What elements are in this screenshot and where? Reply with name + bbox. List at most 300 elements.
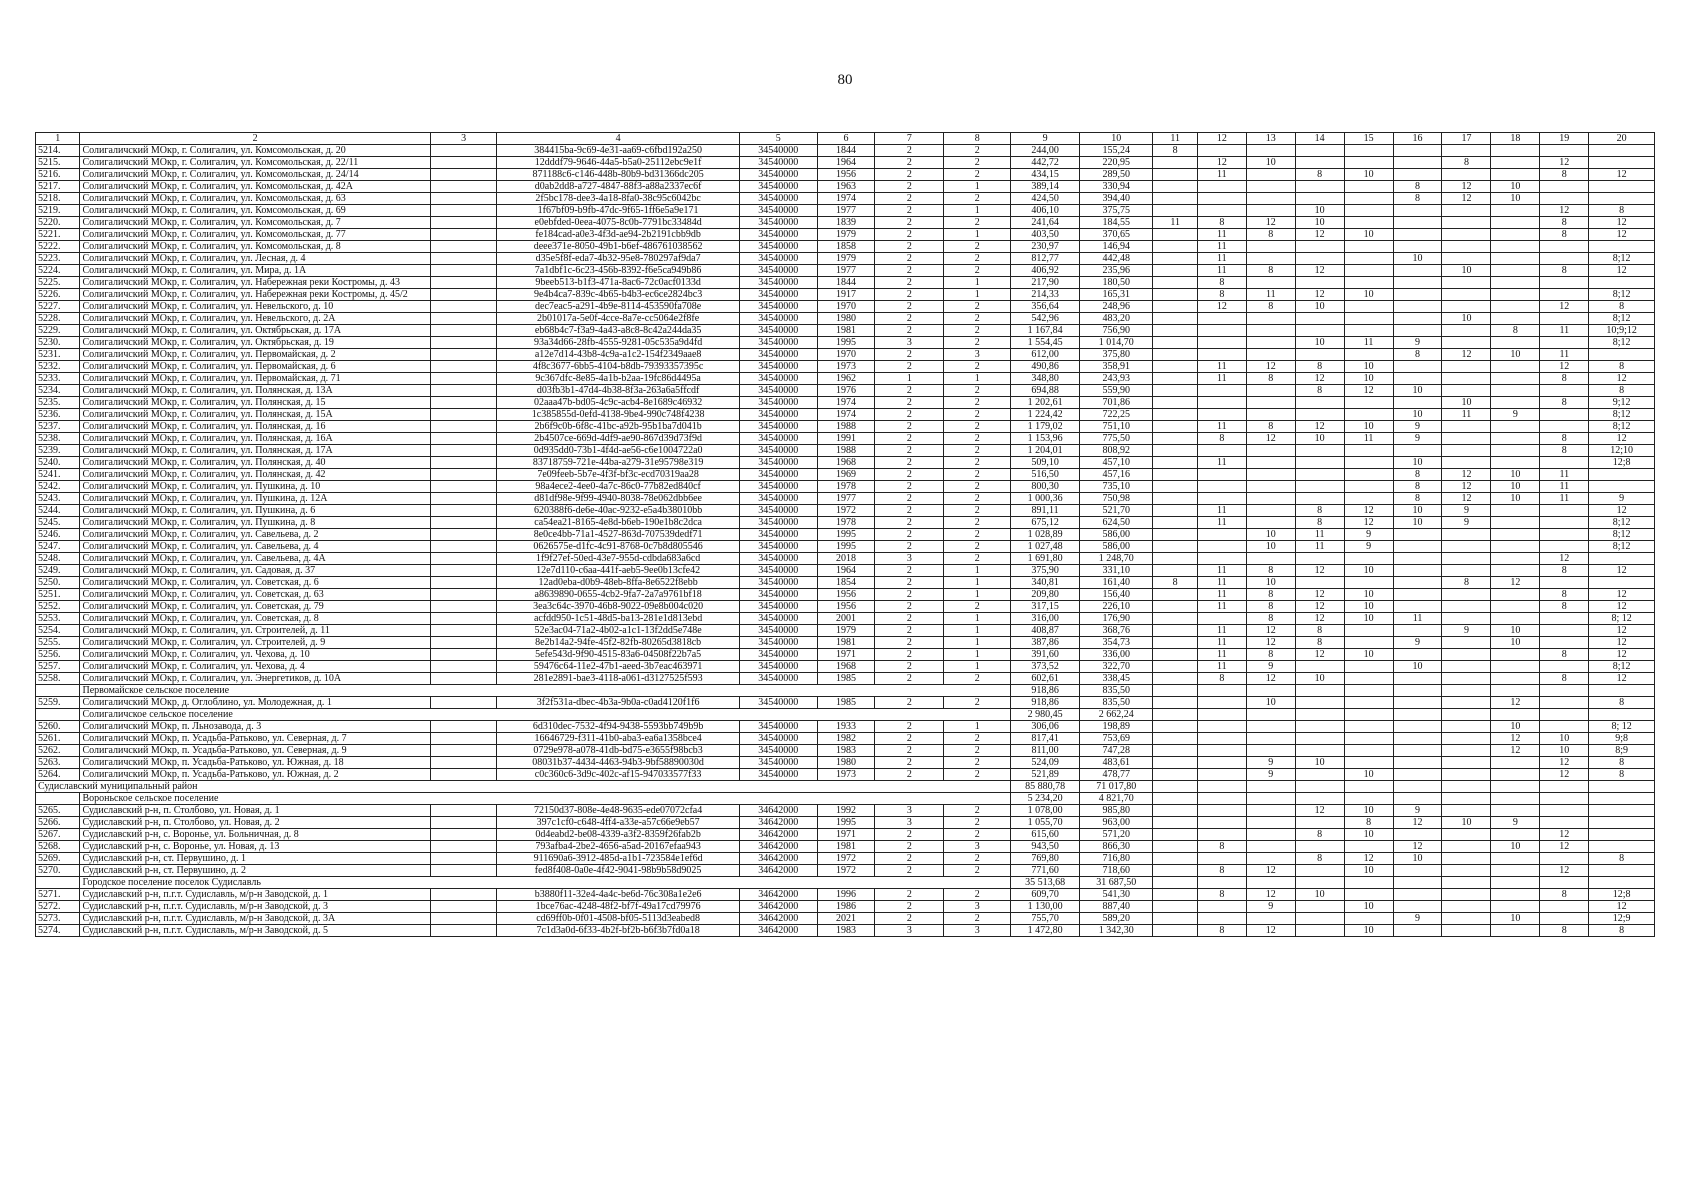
address-cell: Солигаличский МОкр, г. Солигалич, ул. Пушкина, д. 8 [80, 517, 430, 529]
table-cell: 9 [1442, 505, 1491, 517]
table-cell [430, 577, 497, 589]
table-cell: 11 [1197, 229, 1246, 241]
table-cell: 12 [1197, 301, 1246, 313]
table-cell [430, 337, 497, 349]
table-cell: 10 [1344, 169, 1393, 181]
table-cell [1197, 697, 1246, 709]
table-cell [1153, 589, 1197, 601]
table-cell: 12 [1246, 637, 1295, 649]
table-cell: 516,50 [1011, 469, 1080, 481]
table-cell: 10 [1442, 313, 1491, 325]
table-row [36, 625, 1655, 637]
table-cell [430, 181, 497, 193]
table-cell [1295, 397, 1344, 409]
table-cell [1197, 685, 1246, 697]
table-cell [1540, 277, 1589, 289]
table-cell [1442, 373, 1491, 385]
table-cell [1491, 301, 1540, 313]
row-number: 5253. [36, 613, 80, 625]
table-cell [1153, 457, 1197, 469]
table-cell: 12 [1540, 157, 1589, 169]
table-cell [1491, 805, 1540, 817]
table-cell: 34540000 [739, 697, 817, 709]
table-cell [1491, 829, 1540, 841]
table-cell [1246, 145, 1295, 157]
table-cell: 10 [1491, 625, 1540, 637]
table-cell: 8;12 [1589, 541, 1655, 553]
table-cell: 1 027,48 [1011, 541, 1080, 553]
table-cell [430, 157, 497, 169]
table-row [36, 745, 1655, 757]
table-cell [1540, 409, 1589, 421]
table-cell: 12 [1295, 601, 1344, 613]
table-cell: 12;9 [1589, 913, 1655, 925]
table-cell [1153, 205, 1197, 217]
table-cell: 34540000 [739, 577, 817, 589]
guid-cell: 5efe543d-9f90-4515-83a6-04508f22b7a5 [497, 649, 739, 661]
table-cell: 244,00 [1011, 145, 1080, 157]
address-cell: Солигаличский МОкр, п. Усадьба-Ратьково, ул. Южная, д. 18 [80, 757, 430, 769]
table-cell: 12 [1197, 157, 1246, 169]
table-cell [1295, 277, 1344, 289]
guid-cell: 1c385855d-0efd-4138-9be4-990c748f4238 [497, 409, 739, 421]
table-cell [1344, 445, 1393, 457]
table-cell [1344, 181, 1393, 193]
table-cell [1393, 565, 1442, 577]
table-cell: 11 [1197, 661, 1246, 673]
table-cell: 387,86 [1011, 637, 1080, 649]
address-cell: Судиславский р-н, п.г.т. Судиславль, м/р-н Заводской, д. 3А [80, 913, 430, 925]
table-cell: 8 [1491, 325, 1540, 337]
row-number: 5222. [36, 241, 80, 253]
table-cell [430, 277, 497, 289]
table-cell: 8 [1295, 505, 1344, 517]
table-cell [1295, 925, 1344, 937]
table-cell [430, 433, 497, 445]
table-cell: 1977 [817, 265, 875, 277]
guid-cell: eb68b4c7-f3a9-4a43-a8c8-8c42a244da35 [497, 325, 739, 337]
table-cell: 751,10 [1080, 421, 1153, 433]
table-cell: 34540000 [739, 541, 817, 553]
table-cell: 348,80 [1011, 373, 1080, 385]
table-cell: 1 204,01 [1011, 445, 1080, 457]
table-cell: 2 [875, 229, 944, 241]
table-cell [1491, 553, 1540, 565]
table-cell: 12 [1540, 553, 1589, 565]
table-cell: 10 [1491, 481, 1540, 493]
table-cell [1442, 913, 1491, 925]
table-cell: 2 [944, 745, 1011, 757]
table-cell [1344, 733, 1393, 745]
row-number: 5221. [36, 229, 80, 241]
row-number: 5242. [36, 481, 80, 493]
table-cell: 747,28 [1080, 745, 1153, 757]
table-cell [1442, 241, 1491, 253]
table-cell [430, 313, 497, 325]
table-cell [1153, 469, 1197, 481]
table-cell: 8 [1540, 217, 1589, 229]
table-cell: 220,95 [1080, 157, 1153, 169]
table-cell: 340,81 [1011, 577, 1080, 589]
table-cell: 34540000 [739, 757, 817, 769]
table-cell [1153, 529, 1197, 541]
table-row [36, 901, 1655, 913]
table-cell: 34540000 [739, 205, 817, 217]
settlement-subtotal-row [36, 709, 1655, 721]
table-cell: 2 [875, 481, 944, 493]
table-cell [1246, 181, 1295, 193]
table-cell [1393, 709, 1442, 721]
table-cell: 1979 [817, 253, 875, 265]
table-cell: 8 [1246, 373, 1295, 385]
table-cell [1491, 925, 1540, 937]
address-cell: Солигаличский МОкр, г. Солигалич, ул. Полянская, д. 15 [80, 397, 430, 409]
table-cell: 2 [875, 253, 944, 265]
table-cell: 34642000 [739, 913, 817, 925]
table-row [36, 553, 1655, 565]
table-cell [1246, 709, 1295, 721]
table-cell: 8 [1393, 193, 1442, 205]
table-cell: 2 [944, 913, 1011, 925]
table-cell: 34540000 [739, 289, 817, 301]
table-cell: 9 [1589, 493, 1655, 505]
table-cell: 34540000 [739, 529, 817, 541]
table-cell: 375,75 [1080, 205, 1153, 217]
table-cell [430, 529, 497, 541]
table-cell: 2 [944, 193, 1011, 205]
table-cell: 394,40 [1080, 193, 1153, 205]
district-subtotal-row [36, 781, 1655, 793]
table-row [36, 577, 1655, 589]
table-cell [1295, 325, 1344, 337]
table-cell [1197, 529, 1246, 541]
table-row [36, 505, 1655, 517]
table-cell [1197, 193, 1246, 205]
table-cell: 1979 [817, 625, 875, 637]
table-cell: 2 [875, 913, 944, 925]
table-cell: 12 [1491, 697, 1540, 709]
table-cell [1540, 181, 1589, 193]
table-cell: 2 [875, 505, 944, 517]
guid-cell: 1f9f27ef-50ed-43e7-955d-cdbda683a6cd [497, 553, 739, 565]
table-cell [1246, 385, 1295, 397]
table-cell: 34540000 [739, 769, 817, 781]
table-cell: 1 130,00 [1011, 901, 1080, 913]
row-number: 5246. [36, 529, 80, 541]
table-cell: 12 [1589, 601, 1655, 613]
table-cell: 612,00 [1011, 349, 1080, 361]
table-cell [1246, 481, 1295, 493]
table-cell: 2 [875, 745, 944, 757]
table-cell: 457,10 [1080, 457, 1153, 469]
table-cell [1442, 205, 1491, 217]
table-cell: 34540000 [739, 553, 817, 565]
row-number: 5261. [36, 733, 80, 745]
table-cell: 336,00 [1080, 649, 1153, 661]
table-cell [1589, 793, 1655, 805]
table-cell [430, 769, 497, 781]
table-cell: 34540000 [739, 157, 817, 169]
table-cell: 226,10 [1080, 601, 1153, 613]
table-cell [1295, 313, 1344, 325]
table-cell: 943,50 [1011, 841, 1080, 853]
table-cell [1197, 313, 1246, 325]
table-cell [1344, 301, 1393, 313]
table-cell: 1971 [817, 649, 875, 661]
table-cell: 8 [1589, 853, 1655, 865]
table-cell: 406,10 [1011, 205, 1080, 217]
table-cell: 8 [1540, 433, 1589, 445]
table-cell [1153, 253, 1197, 265]
table-cell [1344, 781, 1393, 793]
table-cell [1491, 769, 1540, 781]
table-cell: 2 [944, 805, 1011, 817]
table-cell [1540, 613, 1589, 625]
table-cell: 10 [1295, 205, 1344, 217]
table-cell [430, 445, 497, 457]
table-row [36, 289, 1655, 301]
guid-cell: 911690a6-3912-485d-a1b1-723584e1ef6d [497, 853, 739, 865]
table-cell [1442, 709, 1491, 721]
table-cell: 9 [1393, 637, 1442, 649]
table-cell [1344, 757, 1393, 769]
table-cell [1589, 193, 1655, 205]
table-cell [1442, 229, 1491, 241]
table-cell: 8 [1246, 421, 1295, 433]
table-row [36, 853, 1655, 865]
address-cell: Солигаличский МОкр, г. Солигалич, ул. Чехова, д. 10 [80, 649, 430, 661]
table-row [36, 313, 1655, 325]
table-cell: 722,25 [1080, 409, 1153, 421]
table-cell [1491, 385, 1540, 397]
table-cell: 12 [1246, 673, 1295, 685]
table-cell: 373,52 [1011, 661, 1080, 673]
table-cell [1491, 901, 1540, 913]
table-cell [1491, 661, 1540, 673]
table-cell: 2 [875, 637, 944, 649]
table-row [36, 181, 1655, 193]
table-cell: 12 [1344, 853, 1393, 865]
table-cell: 12 [1491, 745, 1540, 757]
table-row [36, 421, 1655, 433]
table-cell: 1980 [817, 757, 875, 769]
table-cell: 10 [1295, 433, 1344, 445]
address-cell: Солигаличский МОкр, г. Солигалич, ул. Пушкина, д. 12А [80, 493, 430, 505]
table-cell [1491, 241, 1540, 253]
row-number: 5266. [36, 817, 80, 829]
table-cell [1442, 565, 1491, 577]
table-cell [1153, 613, 1197, 625]
table-cell [1393, 301, 1442, 313]
guid-cell: 7e09feeb-5b7e-4f3f-bf3c-ecd70319aa28 [497, 469, 739, 481]
row-number: 5229. [36, 325, 80, 337]
table-cell: 1978 [817, 517, 875, 529]
table-cell [1197, 853, 1246, 865]
table-cell: 11 [1246, 289, 1295, 301]
table-cell [36, 709, 80, 721]
table-cell: 812,77 [1011, 253, 1080, 265]
table-cell: 9 [1442, 517, 1491, 529]
table-cell [1344, 625, 1393, 637]
table-cell [1442, 901, 1491, 913]
table-cell [1153, 505, 1197, 517]
table-cell: 8 [1393, 349, 1442, 361]
table-cell: 442,72 [1011, 157, 1080, 169]
row-number: 5267. [36, 829, 80, 841]
table-cell [1442, 385, 1491, 397]
address-cell: Солигаличский МОкр, г. Солигалич, ул. Садовая, д. 37 [80, 565, 430, 577]
settlement-subtotal-row [36, 685, 1655, 697]
guid-cell: 12e7d110-c6aa-441f-aeb5-9ee0b13cfe42 [497, 565, 739, 577]
table-cell: 34540000 [739, 445, 817, 457]
address-cell: Солигаличский МОкр, г. Солигалич, ул. Комсомольская, д. 7 [80, 217, 430, 229]
table-cell: 1986 [817, 901, 875, 913]
table-cell: 2 [944, 169, 1011, 181]
table-cell [1393, 745, 1442, 757]
table-cell [1344, 709, 1393, 721]
table-cell [1589, 241, 1655, 253]
table-cell [1393, 541, 1442, 553]
table-row [36, 385, 1655, 397]
table-cell [1540, 529, 1589, 541]
table-cell [430, 421, 497, 433]
table-cell: 2 [944, 493, 1011, 505]
table-cell: 1995 [817, 817, 875, 829]
table-cell [1153, 829, 1197, 841]
table-cell [1197, 901, 1246, 913]
table-cell: 12 [1295, 565, 1344, 577]
table-cell [1491, 517, 1540, 529]
table-cell [430, 469, 497, 481]
address-cell: Солигаличский МОкр, г. Солигалич, ул. Энергетиков, д. 10А [80, 673, 430, 685]
table-cell [1393, 721, 1442, 733]
table-cell: 12 [1540, 865, 1589, 877]
table-cell [1589, 829, 1655, 841]
table-cell: 1988 [817, 445, 875, 457]
table-cell [1540, 289, 1589, 301]
table-cell: 34642000 [739, 841, 817, 853]
table-cell [1153, 685, 1197, 697]
table-cell [1153, 913, 1197, 925]
table-cell: 306,06 [1011, 721, 1080, 733]
table-cell [1491, 289, 1540, 301]
table-cell [1246, 805, 1295, 817]
row-number: 5252. [36, 601, 80, 613]
address-cell: Солигаличский МОкр, г. Солигалич, ул. Набережная реки Костромы, д. 45/2 [80, 289, 430, 301]
table-cell: 198,89 [1080, 721, 1153, 733]
address-cell: Судиславский р-н, п. Столбово, ул. Новая, д. 1 [80, 805, 430, 817]
table-cell [430, 145, 497, 157]
table-cell [1344, 577, 1393, 589]
table-cell: 1980 [817, 313, 875, 325]
table-cell [1153, 313, 1197, 325]
table-cell: 8 [1295, 625, 1344, 637]
table-cell: 1970 [817, 301, 875, 313]
table-cell: 521,89 [1011, 769, 1080, 781]
table-cell: 1 167,84 [1011, 325, 1080, 337]
table-cell: 2 [875, 385, 944, 397]
table-cell [1246, 553, 1295, 565]
table-cell: 887,40 [1080, 901, 1153, 913]
table-cell: 10 [1344, 361, 1393, 373]
table-cell [1344, 205, 1393, 217]
guid-cell: acfdd950-1c51-48d5-ba13-281e1d813ebd [497, 613, 739, 625]
table-cell: 8;12 [1589, 313, 1655, 325]
table-cell: 34540000 [739, 505, 817, 517]
table-cell: 34540000 [739, 649, 817, 661]
table-cell [1491, 565, 1540, 577]
row-number: 5250. [36, 577, 80, 589]
table-cell: 1 248,70 [1080, 553, 1153, 565]
table-cell: 1991 [817, 433, 875, 445]
table-cell [1540, 577, 1589, 589]
table-cell: 3 [875, 805, 944, 817]
table-cell [1344, 877, 1393, 889]
table-cell [1153, 565, 1197, 577]
header-row [36, 133, 1655, 145]
table-cell [1491, 505, 1540, 517]
column-header: 3 [430, 133, 497, 145]
table-cell [1540, 721, 1589, 733]
table-cell: 10 [1344, 565, 1393, 577]
table-cell [1540, 661, 1589, 673]
table-cell: 541,30 [1080, 889, 1153, 901]
table-cell: 12 [1295, 613, 1344, 625]
table-cell: 1 [944, 637, 1011, 649]
table-cell: 10 [1491, 637, 1540, 649]
row-number: 5214. [36, 145, 80, 157]
table-cell: 10 [1295, 337, 1344, 349]
table-cell [1589, 481, 1655, 493]
column-header: 20 [1589, 133, 1655, 145]
table-cell: 8 [1540, 649, 1589, 661]
table-cell [1393, 445, 1442, 457]
table-cell: 12 [1589, 505, 1655, 517]
table-cell: 8;12 [1589, 421, 1655, 433]
table-cell [1246, 457, 1295, 469]
column-header: 4 [497, 133, 739, 145]
table-cell: 34540000 [739, 373, 817, 385]
table-cell: 891,11 [1011, 505, 1080, 517]
table-cell [1295, 733, 1344, 745]
table-cell [1153, 745, 1197, 757]
column-header: 19 [1540, 133, 1589, 145]
table-cell: 9 [1344, 529, 1393, 541]
table-cell [430, 805, 497, 817]
table-cell [1246, 913, 1295, 925]
table-cell [1393, 901, 1442, 913]
table-cell: 9 [1393, 913, 1442, 925]
table-cell [1295, 181, 1344, 193]
table-cell: 34540000 [739, 397, 817, 409]
table-cell: 11 [1344, 337, 1393, 349]
column-header: 2 [80, 133, 430, 145]
table-cell [1246, 193, 1295, 205]
table-cell: 2 [875, 589, 944, 601]
guid-cell: 12ad0eba-d0b9-48eb-8ffa-8e6522f8ebb [497, 577, 739, 589]
table-cell: 2 [944, 361, 1011, 373]
table-cell: 9 [1246, 757, 1295, 769]
table-cell: 34642000 [739, 817, 817, 829]
table-cell [1393, 757, 1442, 769]
table-row [36, 865, 1655, 877]
table-cell [430, 733, 497, 745]
subtotal-value: 2 662,24 [1080, 709, 1153, 721]
address-cell: Солигаличский МОкр, г. Солигалич, ул. Комсомольская, д. 42А [80, 181, 430, 193]
table-cell [1344, 745, 1393, 757]
table-row [36, 721, 1655, 733]
table-cell: 2 [875, 277, 944, 289]
